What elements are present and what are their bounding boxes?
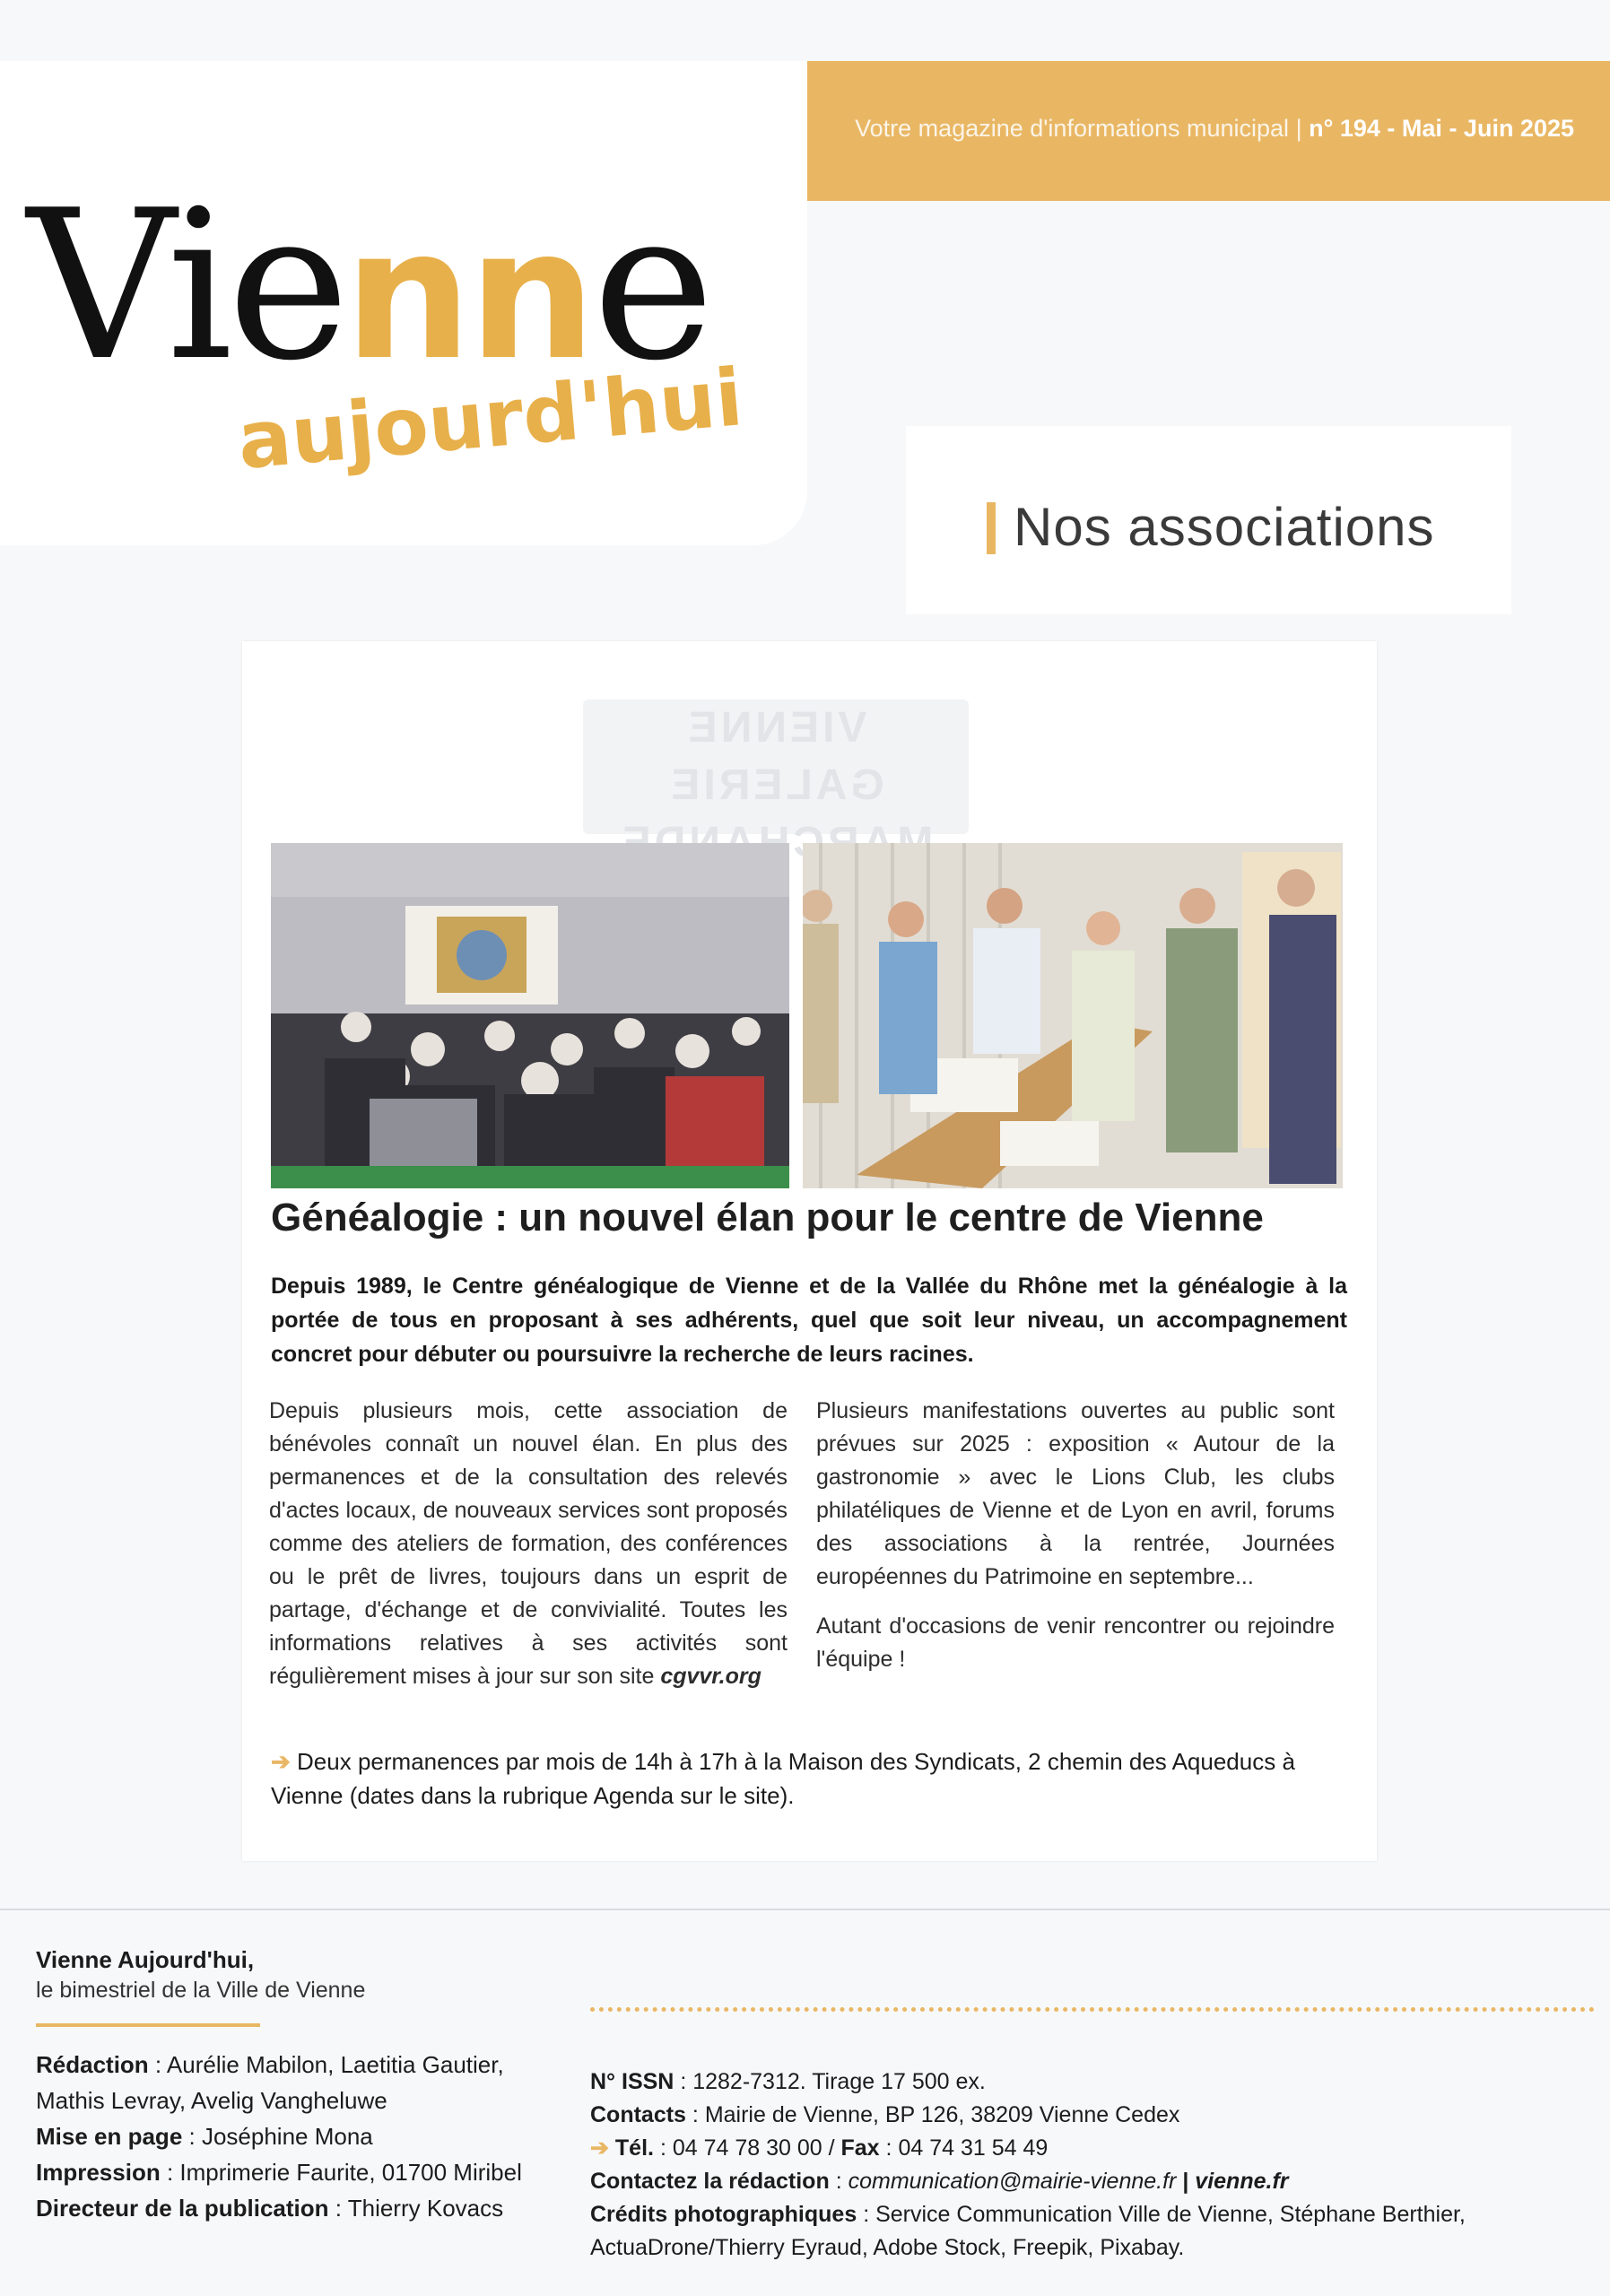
director-credit: Directeur de la publication : Thierry Kovacs: [36, 2195, 504, 2222]
article-title: Généalogie : un nouvel élan pour le centre de Vienne: [271, 1196, 1264, 1239]
exhibition-photo-illustration: [803, 843, 1343, 1188]
issue-number: n° 194 - Mai - Juin 2025: [1309, 115, 1574, 142]
masthead-logo: [27, 167, 709, 406]
arrow-icon: ➔: [590, 2135, 609, 2161]
logo-accent: nn: [344, 191, 593, 400]
background-sign: VIENNE GALERIE: [583, 700, 969, 834]
banner-separator: |: [1295, 115, 1302, 142]
dotted-separator: [590, 2007, 1595, 2012]
email-link[interactable]: communication@mairie-vienne.fr: [848, 2169, 1177, 2194]
publication-name: Vienne Aujourd'hui,: [36, 1946, 255, 1973]
column-right-paragraph-1: Plusieurs manifestations ouvertes au public sont prévues sur 2025 : exposition « Autour de la gastronomie » avec le Lions Club, les clubs philatéliques de Vienne et de Lyon en avril, forums des associations à la rentrée, Journées européennes du Patrimoine en septembre...: [816, 1398, 1335, 1589]
photo-credits-line: Crédits photographiques : Service Communication Ville de Vienne, Stéphane Berthier, ActuaDrone/Thierry Eyraud, Adobe Stock, Freepik, Pixabay.: [590, 2202, 1466, 2260]
conference-photo-illustration: [271, 843, 789, 1188]
arrow-icon: ➔: [271, 1748, 291, 1775]
article-column-right: [816, 1395, 1335, 1692]
layout-credit: Mise en page : Joséphine Mona: [36, 2123, 373, 2150]
credits-accent-rule: [36, 2023, 260, 2027]
issn-line: N° ISSN : 1282-7312. Tirage 17 500 ex.: [590, 2069, 986, 2094]
contact-block: [590, 2066, 1595, 2265]
publication-info: [590, 2007, 1595, 2265]
publication-description: le bimestriel de la Ville de Vienne: [36, 1978, 366, 2003]
banner-tagline: Votre magazine d'informations municipal: [855, 115, 1290, 142]
practical-info: [271, 1744, 1347, 1813]
redaction-credit: Rédaction : Aurélie Mabilon, Laetitia Gautier, Mathis Levray, Avelig Vangheluwe: [36, 2051, 504, 2114]
practical-info-text: Deux permanences par mois de 14h à 17h à la Maison des Syndicats, 2 chemin des Aqueducs à Vienne (dates dans la rubrique Agenda sur le site).: [271, 1748, 1295, 1809]
masthead-credits: [36, 1946, 574, 2226]
exhibition-photo: [803, 843, 1343, 1188]
printing-credit: Impression : Imprimerie Faurite, 01700 Miribel: [36, 2159, 522, 2186]
phone-line: ➔ Tél. : 04 74 78 30 00 / Fax : 04 74 31 54 49: [590, 2135, 1049, 2161]
staff-list: [36, 2047, 574, 2226]
article-card: [242, 641, 1377, 1861]
issue-banner: [788, 61, 1610, 201]
editorial-contact-line: Contactez la rédaction : communication@mairie-vienne.fr | vienne.fr: [590, 2169, 1289, 2194]
association-website-link[interactable]: cgvvr.org: [660, 1664, 761, 1689]
conference-photo: [271, 843, 789, 1188]
section-accent-bar: [987, 502, 996, 554]
section-title: Nos associations: [1014, 497, 1435, 557]
section-header: [906, 426, 1511, 614]
masthead-subtitle: aujourd'hui: [234, 351, 746, 487]
website-link[interactable]: vienne.fr: [1195, 2169, 1289, 2194]
column-left-text: Depuis plusieurs mois, cette association de bénévoles connaît un nouvel élan. En plus des permanences et de la consultation des relevés d'actes locaux, de nouveaux services sont proposés comme des ateliers de formation, des conférences ou le prêt de livres, toujours dans un esprit de partage, d'échange et de convivialité. Toutes les informations relatives à ses activités sont régulièrement mises à jour sur son site: [269, 1398, 788, 1689]
banner-text: [855, 115, 1574, 143]
footer-rule: [0, 1909, 1610, 1910]
column-right-paragraph-2: Autant d'occasions de venir rencontrer ou rejoindre l'équipe !: [816, 1613, 1335, 1672]
article-lead: Depuis 1989, le Centre généalogique de Vienne et de la Vallée du Rhône met la généalogie à la portée de tous en proposant à ses adhérents, quel que soit leur niveau, un accompagnement concret pour débuter ou poursuivre la recherche de leurs racines.: [271, 1274, 1347, 1367]
contacts-line: Contacts : Mairie de Vienne, BP 126, 38209 Vienne Cedex: [590, 2102, 1180, 2127]
logo-part3: e: [592, 167, 709, 406]
logo-part1: Vie: [27, 167, 344, 406]
article-column-left: [269, 1395, 788, 1709]
